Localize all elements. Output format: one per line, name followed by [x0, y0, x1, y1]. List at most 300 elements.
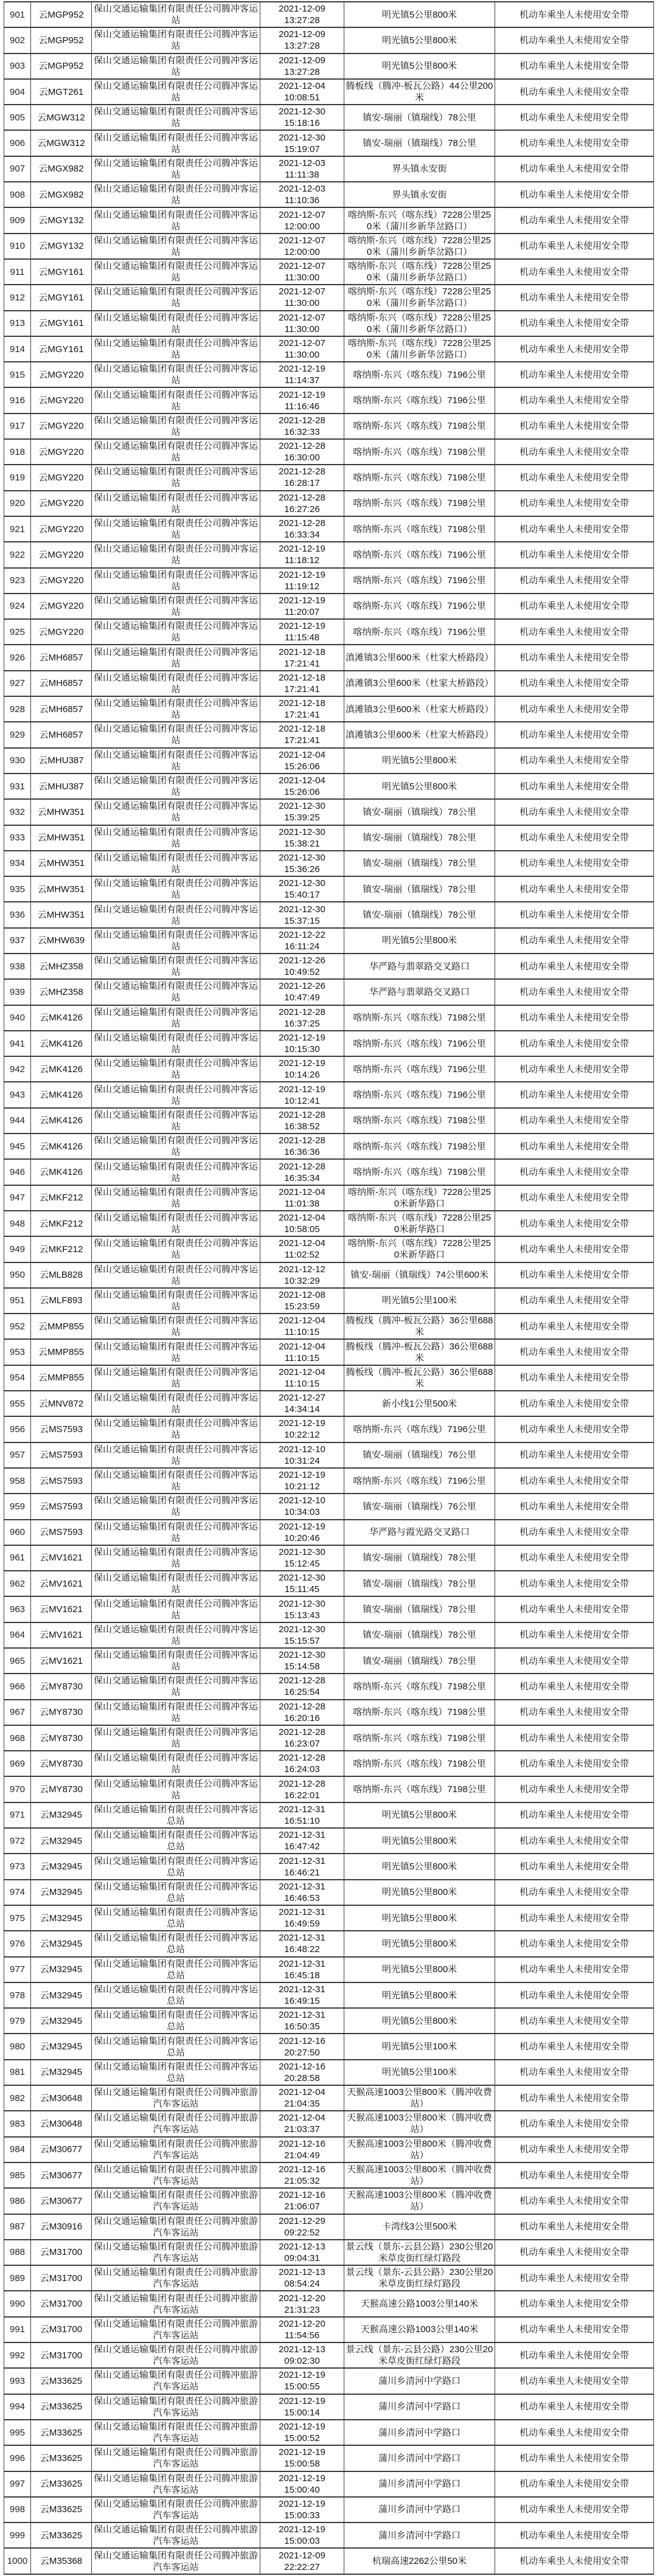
violation-type: 机动车乘坐人未使用安全带 [495, 1468, 654, 1494]
company-name: 保山交通运输集团有限责任公司腾冲旅游汽车客运站 [92, 2265, 260, 2291]
violation-type: 机动车乘坐人未使用安全带 [495, 2240, 654, 2265]
company-name: 保山交通运输集团有限责任公司腾冲客运站 [92, 1185, 260, 1211]
violation-type: 机动车乘坐人未使用安全带 [495, 1776, 654, 1802]
company-name: 保山交通运输集团有限责任公司腾冲客运站 [92, 311, 260, 336]
company-name: 保山交通运输集团有限责任公司腾冲旅游汽车客运站 [92, 2214, 260, 2240]
row-number: 934 [4, 851, 31, 876]
violation-time [260, 1236, 344, 1262]
company-name: 保山交通运输集团有限责任公司腾冲客运站 [92, 414, 260, 439]
violation-type: 机动车乘坐人未使用安全带 [495, 1159, 654, 1185]
violation-time-line: 2021-12-19 [279, 2447, 325, 2458]
violation-location: 明光镇5公里800米 [344, 54, 495, 79]
row-number: 967 [4, 1700, 31, 1725]
plate-number: 云MGP952 [31, 54, 92, 79]
violation-location: 明光镇5公里800米 [344, 1982, 495, 2008]
table-row [4, 645, 654, 670]
violation-location: 镇安-瑞丽（镇瑞线）78公里 [344, 1622, 495, 1648]
violation-type: 机动车乘坐人未使用安全带 [495, 2548, 654, 2574]
violation-type: 机动车乘坐人未使用安全带 [495, 1005, 654, 1031]
violation-time-line: 15:14:58 [284, 1661, 320, 1672]
table-row [4, 1468, 654, 1494]
violation-location: 明光镇5公里800米 [344, 928, 495, 954]
violation-location: 喀纳斯-东兴（喀东线）7228公里250米新华路口 [344, 1185, 495, 1211]
violation-type: 机动车乘坐人未使用安全带 [495, 1982, 654, 2008]
violation-time-line: 10:14:26 [284, 1070, 320, 1081]
row-number: 988 [4, 2240, 31, 2265]
violation-type: 机动车乘坐人未使用安全带 [495, 851, 654, 876]
violation-time-line: 20:28:58 [284, 2072, 320, 2083]
violation-type: 机动车乘坐人未使用安全带 [495, 876, 654, 902]
plate-number: 云M31700 [31, 2265, 92, 2291]
plate-number: 云M32945 [31, 1880, 92, 1905]
violation-type: 机动车乘坐人未使用安全带 [495, 1185, 654, 1211]
row-number: 919 [4, 465, 31, 490]
violation-location: 明光镇5公里100米 [344, 1288, 495, 1314]
violation-time-line: 16:45:18 [284, 1970, 320, 1981]
violation-time-line: 2021-12-28 [279, 441, 325, 452]
plate-number: 云MV1621 [31, 1571, 92, 1596]
company-name: 保山交通运输集团有限责任公司腾冲旅游汽车客运站 [92, 2085, 260, 2111]
violation-location: 景云线（景东-云县公路）230公里20米草皮街红绿灯路段 [344, 2342, 495, 2368]
violation-time-line: 2021-12-31 [279, 1984, 325, 1995]
row-number: 937 [4, 928, 31, 954]
violation-location: 华严路与翡翠路交叉路口 [344, 954, 495, 979]
table-row [4, 1031, 654, 1056]
violation-time-line: 15:00:55 [284, 2381, 320, 2392]
company-name: 保山交通运输集团有限责任公司腾冲客运站 [92, 876, 260, 902]
violation-time [260, 1880, 344, 1905]
violation-time-line: 11:14:37 [284, 375, 320, 386]
company-name: 保山交通运输集团有限责任公司腾冲客运站 [92, 1339, 260, 1365]
violation-type: 机动车乘坐人未使用安全带 [495, 1288, 654, 1314]
violation-time [260, 1520, 344, 1545]
plate-number: 云MGX982 [31, 182, 92, 207]
table-row [4, 516, 654, 542]
violation-location: 喀纳斯-东兴（喀东线）7196公里 [344, 1031, 495, 1056]
violation-time-line: 2021-12-31 [279, 1855, 325, 1866]
violation-time [260, 27, 344, 53]
violation-time [260, 1622, 344, 1648]
violation-location: 明光镇5公里800米 [344, 27, 495, 53]
row-number: 961 [4, 1545, 31, 1571]
company-name: 保山交通运输集团有限责任公司腾冲客运站 [92, 234, 260, 259]
violation-time-line: 16:37:25 [284, 1018, 320, 1029]
plate-number: 云M30648 [31, 2111, 92, 2136]
violation-type: 机动车乘坐人未使用安全带 [495, 1674, 654, 1699]
violation-time [260, 851, 344, 876]
violation-time [260, 414, 344, 439]
violation-type: 机动车乘坐人未使用安全带 [495, 1236, 654, 1262]
violation-time-line: 11:02:52 [284, 1250, 320, 1261]
row-number: 962 [4, 1571, 31, 1596]
violation-type: 机动车乘坐人未使用安全带 [495, 2291, 654, 2316]
violation-time [260, 2111, 344, 2136]
violation-location: 喀纳斯-东兴（喀东线）7198公里 [344, 414, 495, 439]
table-row [4, 1622, 654, 1648]
table-row [4, 722, 654, 747]
violation-type: 机动车乘坐人未使用安全带 [495, 1751, 654, 1776]
table-row [4, 1545, 654, 1571]
violation-location: 明光镇5公里800米 [344, 1880, 495, 1905]
violation-type: 机动车乘坐人未使用安全带 [495, 1416, 654, 1442]
violation-time-line: 2021-12-04 [279, 1366, 325, 1377]
violation-type: 机动车乘坐人未使用安全带 [495, 2085, 654, 2111]
violation-time-line: 2021-12-28 [279, 518, 325, 529]
violation-type: 机动车乘坐人未使用安全带 [495, 1957, 654, 1982]
violation-time-line: 16:49:59 [284, 1919, 320, 1930]
plate-number: 云M31700 [31, 2240, 92, 2265]
table-row [4, 2034, 654, 2059]
plate-number: 云M33625 [31, 2522, 92, 2548]
violation-time-line: 16:32:33 [284, 426, 320, 437]
violation-time-line: 16:49:15 [284, 1996, 320, 2006]
violation-time-line: 16:28:17 [284, 478, 320, 489]
violation-type: 机动车乘坐人未使用安全带 [495, 1802, 654, 1828]
plate-number: 云MK4126 [31, 1031, 92, 1056]
company-name: 保山交通运输集团有限责任公司腾冲客运站 [92, 851, 260, 876]
table-row [4, 285, 654, 310]
violation-time-line: 16:46:21 [284, 1867, 320, 1878]
row-number: 1000 [4, 2548, 31, 2574]
violation-time-line: 16:47:42 [284, 1841, 320, 1852]
table-row [4, 79, 654, 105]
violation-time-line: 16:24:03 [284, 1764, 320, 1775]
row-number: 913 [4, 311, 31, 336]
plate-number: 云M30677 [31, 2137, 92, 2162]
plate-number: 云M31700 [31, 2317, 92, 2342]
violation-time-line: 21:31:23 [284, 2304, 320, 2315]
violation-time-line: 2021-12-09 [279, 55, 325, 66]
plate-number: 云M33625 [31, 2368, 92, 2394]
plate-number: 云M32945 [31, 1931, 92, 1956]
plate-number: 云MY8730 [31, 1725, 92, 1751]
violation-time [260, 1442, 344, 1468]
row-number: 982 [4, 2085, 31, 2111]
violation-time-line: 2021-12-04 [279, 1238, 325, 1249]
violation-time [260, 1828, 344, 1854]
violation-time-line: 2021-12-28 [279, 1727, 325, 1738]
company-name: 保山交通运输集团有限责任公司腾冲旅游汽车客运站 [92, 2548, 260, 2574]
violation-time-line: 16:33:34 [284, 530, 320, 541]
plate-number: 云MGY220 [31, 568, 92, 594]
violation-location: 界头镇永安街 [344, 182, 495, 207]
company-name: 保山交通运输集团有限责任公司腾冲客运站 [92, 1391, 260, 1416]
table-row [4, 619, 654, 645]
violation-time-line: 10:15:30 [284, 1044, 320, 1055]
table-row [4, 2008, 654, 2034]
violation-location: 镇安-瑞丽（镇瑞线）78公里 [344, 1648, 495, 1674]
violation-time [260, 2445, 344, 2471]
violation-time-line: 2021-12-13 [279, 2241, 325, 2252]
row-number: 935 [4, 876, 31, 902]
violation-location: 喀纳斯-东兴（喀东线）7198公里 [344, 439, 495, 465]
violation-location: 腾板线（腾冲-板瓦公路）36公里688米 [344, 1339, 495, 1365]
violation-type: 机动车乘坐人未使用安全带 [495, 2034, 654, 2059]
violation-time-line: 15:19:07 [284, 144, 320, 154]
company-name: 保山交通运输集团有限责任公司腾冲客运站 [92, 1314, 260, 1339]
violation-time [260, 2291, 344, 2316]
violation-time [260, 1982, 344, 2008]
violation-time-line: 2021-12-19 [279, 2473, 325, 2484]
company-name: 保山交通运输集团有限责任公司腾冲客运站 [92, 1236, 260, 1262]
row-number: 916 [4, 387, 31, 413]
violation-time-line: 10:31:24 [284, 1455, 320, 1466]
violation-time-line: 2021-12-08 [279, 1289, 325, 1300]
violation-location: 明光镇5公里800米 [344, 1828, 495, 1854]
violation-type: 机动车乘坐人未使用安全带 [495, 1211, 654, 1236]
table-row [4, 1365, 654, 1391]
violation-time-line: 21:06:07 [284, 2201, 320, 2212]
violation-type: 机动车乘坐人未使用安全带 [495, 1880, 654, 1905]
violation-time [260, 2342, 344, 2368]
row-number: 954 [4, 1365, 31, 1391]
violation-time-line: 2021-12-19 [279, 2370, 325, 2381]
table-row [4, 1982, 654, 2008]
row-number: 936 [4, 902, 31, 927]
row-number: 915 [4, 362, 31, 387]
row-number: 940 [4, 1005, 31, 1031]
violation-time-line: 2021-12-20 [279, 2318, 325, 2329]
company-name: 保山交通运输集团有限责任公司腾冲客运总站 [92, 1931, 260, 1956]
table-row [4, 1802, 654, 1828]
violation-time [260, 362, 344, 387]
violation-time-line: 21:05:32 [284, 2176, 320, 2187]
violation-time-line: 2021-12-30 [279, 878, 325, 889]
violation-time [260, 1211, 344, 1236]
violation-time [260, 2162, 344, 2188]
violation-time-line: 13:27:28 [284, 41, 320, 52]
violation-location: 新小线1公里500米 [344, 1391, 495, 1416]
row-number: 983 [4, 2111, 31, 2136]
violation-type: 机动车乘坐人未使用安全带 [495, 285, 654, 310]
violation-time-line: 11:10:15 [284, 1327, 320, 1338]
plate-number: 云MK4126 [31, 1134, 92, 1159]
company-name: 保山交通运输集团有限责任公司腾冲旅游汽车客运站 [92, 2188, 260, 2214]
violation-time-line: 2021-12-30 [279, 1624, 325, 1635]
violation-time [260, 1905, 344, 1931]
plate-number: 云MGW312 [31, 105, 92, 130]
plate-number: 云MK4126 [31, 1082, 92, 1107]
row-number: 920 [4, 491, 31, 516]
row-number: 959 [4, 1494, 31, 1519]
violation-time-line: 2021-12-19 [279, 389, 325, 400]
row-number: 968 [4, 1725, 31, 1751]
table-row [4, 54, 654, 79]
row-number: 996 [4, 2445, 31, 2471]
company-name: 保山交通运输集团有限责任公司腾冲客运站 [92, 619, 260, 645]
plate-number: 云MY8730 [31, 1674, 92, 1699]
violation-time-line: 2021-12-18 [279, 672, 325, 683]
company-name: 保山交通运输集团有限责任公司腾冲客运站 [92, 1365, 260, 1391]
plate-number: 云MGY220 [31, 414, 92, 439]
table-row [4, 1751, 654, 1776]
plate-number: 云MHW639 [31, 928, 92, 954]
row-number: 995 [4, 2420, 31, 2445]
company-name: 保山交通运输集团有限责任公司腾冲旅游汽车客运站 [92, 2317, 260, 2342]
company-name: 保山交通运输集团有限责任公司腾冲客运总站 [92, 2008, 260, 2034]
plate-number: 云MHW351 [31, 851, 92, 876]
violation-time [260, 2137, 344, 2162]
violation-location: 滇滩镇3公里600米（杜家大桥路段） [344, 696, 495, 722]
violation-time [260, 1365, 344, 1391]
violation-time [260, 1416, 344, 1442]
table-row [4, 439, 654, 465]
plate-number: 云MK4126 [31, 1108, 92, 1134]
table-row [4, 27, 654, 53]
company-name: 保山交通运输集团有限责任公司腾冲旅游汽车客运站 [92, 2342, 260, 2368]
table-row [4, 1391, 654, 1416]
row-number: 905 [4, 105, 31, 130]
violation-time [260, 465, 344, 490]
plate-number: 云MS7593 [31, 1468, 92, 1494]
violation-time-line: 2021-12-19 [279, 1418, 325, 1429]
table-row [4, 594, 654, 619]
plate-number: 云MGY132 [31, 207, 92, 233]
company-name: 保山交通运输集团有限责任公司腾冲客运站 [92, 2, 260, 27]
violation-time-line: 15:00:52 [284, 2433, 320, 2444]
table-row [4, 748, 654, 774]
violation-time-line: 10:22:12 [284, 1430, 320, 1441]
violation-type: 机动车乘坐人未使用安全带 [495, 387, 654, 413]
company-name: 保山交通运输集团有限责任公司腾冲客运站 [92, 1134, 260, 1159]
plate-number: 云MS7593 [31, 1442, 92, 1468]
row-number: 978 [4, 1982, 31, 2008]
violation-location: 滇滩镇3公里600米（杜家大桥路段） [344, 722, 495, 747]
company-name: 保山交通运输集团有限责任公司腾冲客运站 [92, 748, 260, 774]
violation-location: 喀纳斯-东兴（喀东线）7198公里 [344, 516, 495, 542]
violation-time-line: 16:20:16 [284, 1712, 320, 1723]
table-row [4, 1571, 654, 1596]
violation-time-line: 10:12:41 [284, 1095, 320, 1106]
violation-type: 机动车乘坐人未使用安全带 [495, 1648, 654, 1674]
plate-number: 云MV1621 [31, 1622, 92, 1648]
plate-number: 云MGP952 [31, 27, 92, 53]
violation-time [260, 1957, 344, 1982]
company-name: 保山交通运输集团有限责任公司腾冲客运总站 [92, 1880, 260, 1905]
company-name: 保山交通运输集团有限责任公司腾冲客运站 [92, 1622, 260, 1648]
violation-time [260, 619, 344, 645]
violation-type: 机动车乘坐人未使用安全带 [495, 2111, 654, 2136]
company-name: 保山交通运输集团有限责任公司腾冲客运站 [92, 285, 260, 310]
row-number: 955 [4, 1391, 31, 1416]
company-name: 保山交通运输集团有限责任公司腾冲客运站 [92, 1416, 260, 1442]
row-number: 929 [4, 722, 31, 747]
violation-location: 喀纳斯-东兴（喀东线）7196公里 [344, 1468, 495, 1494]
violation-time [260, 1288, 344, 1314]
violation-time [260, 696, 344, 722]
company-name: 保山交通运输集团有限责任公司腾冲客运站 [92, 542, 260, 567]
violation-location: 喀纳斯-东兴（喀东线）7196公里 [344, 568, 495, 594]
table-row [4, 2137, 654, 2162]
plate-number: 云MH6857 [31, 645, 92, 670]
plate-number: 云MMP855 [31, 1365, 92, 1391]
violation-time-line: 2021-12-28 [279, 1109, 325, 1120]
row-number: 992 [4, 2342, 31, 2368]
violation-type: 机动车乘坐人未使用安全带 [495, 182, 654, 207]
company-name: 保山交通运输集团有限责任公司腾冲客运站 [92, 1211, 260, 1236]
violation-time-line: 2021-12-19 [279, 544, 325, 555]
violation-time-line: 21:04:35 [284, 2099, 320, 2110]
violation-time-line: 2021-12-19 [279, 569, 325, 580]
table-row [4, 1520, 654, 1545]
violation-type: 机动车乘坐人未使用安全带 [495, 1339, 654, 1365]
plate-number: 云MGY220 [31, 465, 92, 490]
violation-time-line: 2021-12-07 [279, 286, 325, 297]
violation-time [260, 2471, 344, 2497]
violation-time-line: 11:30:00 [284, 298, 320, 309]
violation-type: 机动车乘坐人未使用安全带 [495, 1931, 654, 1956]
plate-number: 云M33625 [31, 2497, 92, 2522]
table-row [4, 2240, 654, 2265]
plate-number: 云MHU387 [31, 774, 92, 799]
violation-time-line: 2021-12-31 [279, 1830, 325, 1841]
violation-time [260, 285, 344, 310]
violation-time [260, 1391, 344, 1416]
violation-time-line: 10:47:49 [284, 992, 320, 1003]
violation-time [260, 54, 344, 79]
table-row [4, 671, 654, 696]
company-name: 保山交通运输集团有限责任公司腾冲旅游汽车客运站 [92, 2445, 260, 2471]
row-number: 911 [4, 259, 31, 285]
violation-type: 机动车乘坐人未使用安全带 [495, 2188, 654, 2214]
violation-type: 机动车乘坐人未使用安全带 [495, 130, 654, 156]
violation-location: 明光镇5公里800米 [344, 1802, 495, 1828]
plate-number: 云MGW312 [31, 130, 92, 156]
company-name: 保山交通运输集团有限责任公司腾冲客运站 [92, 1262, 260, 1288]
row-number: 960 [4, 1520, 31, 1545]
violation-location: 蒲川乡清河中学路口 [344, 2471, 495, 2497]
row-number: 925 [4, 619, 31, 645]
plate-number: 云MKF212 [31, 1211, 92, 1236]
violation-type: 机动车乘坐人未使用安全带 [495, 79, 654, 105]
company-name: 保山交通运输集团有限责任公司腾冲旅游汽车客运站 [92, 2162, 260, 2188]
table-row [4, 1700, 654, 1725]
violation-time-line: 2021-12-31 [279, 2010, 325, 2021]
violation-location: 喀纳斯-东兴（喀东线）7228公里250米（蒲川乡新华岔路口） [344, 336, 495, 362]
violation-type: 机动车乘坐人未使用安全带 [495, 2420, 654, 2445]
row-number: 938 [4, 954, 31, 979]
violation-time-line: 2021-12-29 [279, 2215, 325, 2226]
violation-type: 机动车乘坐人未使用安全带 [495, 928, 654, 954]
violation-time-line: 2021-12-19 [279, 1058, 325, 1069]
violation-time [260, 1339, 344, 1365]
violation-time-line: 16:35:34 [284, 1172, 320, 1183]
violation-location: 喀纳斯-东兴（喀东线）7228公里250米（蒲川乡新华岔路口） [344, 311, 495, 336]
violation-location: 喀纳斯-东兴（喀东线）7196公里 [344, 387, 495, 413]
violation-type: 机动车乘坐人未使用安全带 [495, 1365, 654, 1391]
violation-time-line: 2021-12-19 [279, 364, 325, 375]
violation-time [260, 207, 344, 233]
table-row [4, 568, 654, 594]
violation-type: 机动车乘坐人未使用安全带 [495, 54, 654, 79]
company-name: 保山交通运输集团有限责任公司腾冲客运站 [92, 979, 260, 1005]
company-name: 保山交通运输集团有限责任公司腾冲客运站 [92, 696, 260, 722]
row-number: 903 [4, 54, 31, 79]
violation-type: 机动车乘坐人未使用安全带 [495, 645, 654, 670]
violation-time [260, 1931, 344, 1956]
violation-time [260, 2060, 344, 2085]
row-number: 914 [4, 336, 31, 362]
violation-type: 机动车乘坐人未使用安全带 [495, 2445, 654, 2471]
table-row [4, 2497, 654, 2522]
row-number: 980 [4, 2034, 31, 2059]
violation-type: 机动车乘坐人未使用安全带 [495, 1571, 654, 1596]
table-row [4, 2162, 654, 2188]
violation-type: 机动车乘坐人未使用安全带 [495, 1391, 654, 1416]
plate-number: 云MMP855 [31, 1314, 92, 1339]
violation-time-line: 20:27:50 [284, 2047, 320, 2058]
row-number: 942 [4, 1056, 31, 1082]
